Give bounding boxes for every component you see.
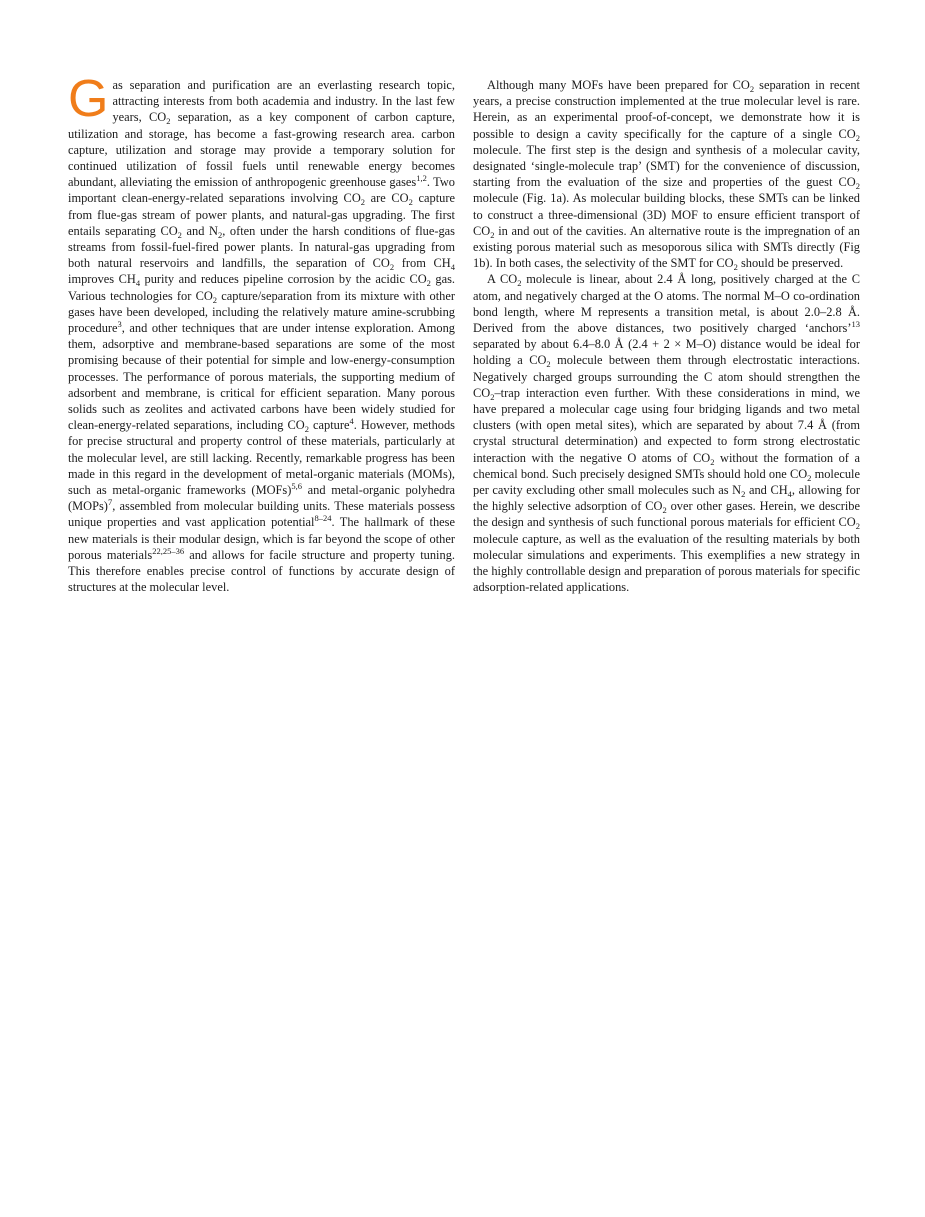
left-column — [68, 70, 456, 596]
drop-cap: G — [68, 70, 109, 128]
body-paragraph: A $CO_2$ molecule is linear, about 2.4 Å long, positively charged at the C atom, and negatively charged at the O atoms. The normal M–O co-ordination bond length, where M represents a transition metal, is about 2.0–2.8 Å. Derived from the above distances, two positively charged ‘anchors’$^{13}$ separated by about 6.4–8.0 Å (2.4 + 2 × M–O) distance would be ideal for holding a $CO_2$ molecule between them through electrostatic interactions. Negatively charged groups surrounding the C atom should strengthen the $CO_2$–trap interaction even further. With these considerations in mind, we have prepared a molecular cage using four bridging ligands and two metal clusters (with open metal sites), which are separated by about 7.4 Å (from crystal structural determination) and expected to form strong electrostatic interaction with the negative O atoms of $CO_2$ without the formation of a chemical bond. Such precisely designed SMTs should hold one $CO_2$ molecule per cavity excluding other small molecules such as $N_2$ and $CH_4$, allowing for the highly selective adsorption of $CO_2$ over other gases. Herein, we describe the design and synthesis of such functional porous materials for efficient $CO_2$ molecule capture, as well as the evaluation of the resulting materials by both molecular simulations and experiments. This exemplifies a new strategy in the highly controllable design and preparation of porous materials for specific adsorption-related applications. — [473, 272, 861, 595]
intro-paragraph: Gas separation and purification are an everlasting research topic, attracting interests from both academia and industry. In the last few years, $CO_2$ separation, as a key component of carbon capture, utilization and storage, has become a fast-growing research area. carbon capture, utilization and storage may provide a temporary solution for continued utilization of fossil fuels until renewable energy becomes abundant, alleviating the emission of anthropogenic greenhouse gases$^{1,2}$. Two important clean-energy-related separations involving $CO_2$ are $CO_2$ capture from flue-gas stream of power plants, and natural-gas upgrading. The first entails separating $CO_2$ and $N_2$, often under the harsh conditions of flue-gas streams from fossil-fuel-fired power plants. In natural-gas upgrading from both natural reservoirs and landfills, the separation of $CO_2$ from $CH_4$ improves $CH_4$ purity and reduces pipeline corrosion by the acidic $CO_2$ gas. Various technologies for $CO_2$ capture/separation from its mixture with other gases have been developed, including the relatively mature amine-scrubbing procedure$^3$, and other techniques that are under intense exploration. Among them, adsorptive and membrane-based separations are some of the most promising because of their potential for simple and low-energy-consumption processes. The performance of porous materials, the supporting medium of adsorbent and membrane, is critical for efficient separation. Many porous solids such as zeolites and activated carbons have been widely studied for clean-energy-related separations, including $CO_2$ capture$^4$. However, methods for precise structural and property control of these materials, particularly at the molecular level, are still lacking. Recently, remarkable progress has been made in this regard in the development of metal-organic materials (MOMs), such as metal-organic frameworks (MOFs)$^{5,6}$ and metal-organic polyhedra (MOPs)$^7$, assembled from molecular building units. These materials possess unique properties and vast application potential$^{8-24}$. The hallmark of these new materials is their modular design, which is far beyond the scope of other porous materials$^{22,25-36}$ and allows for facile structure and property tuning. This therefore enables precise control of functions by accurate design of structures at the molecular level. — [68, 70, 456, 595]
body-paragraph: Although many MOFs have been prepared for $CO_2$ separation in recent years, a precise construction implemented at the true molecular level is rare. Herein, as an experimental proof-of-concept, we demonstrate how it is possible to design a cavity specifically for the capture of a single $CO_2$ molecule. The first step is the design and synthesis of a molecular cavity, designated ‘single-molecule trap’ (SMT) for the convenience of discussion, starting from the evaluation of the size and properties of the guest $CO_2$ molecule (Fig. 1a). As molecular building blocks, these SMTs can be linked to construct a three-dimensional (3D) MOF to ensure efficient transport of $CO_2$ in and out of the cavities. An alternative route is the impregnation of an existing porous material such as mesoporous silica with SMTs directly (Fig 1b). In both cases, the selectivity of the SMT for $CO_2$ should be preserved. — [473, 78, 860, 273]
right-column — [473, 77, 860, 596]
